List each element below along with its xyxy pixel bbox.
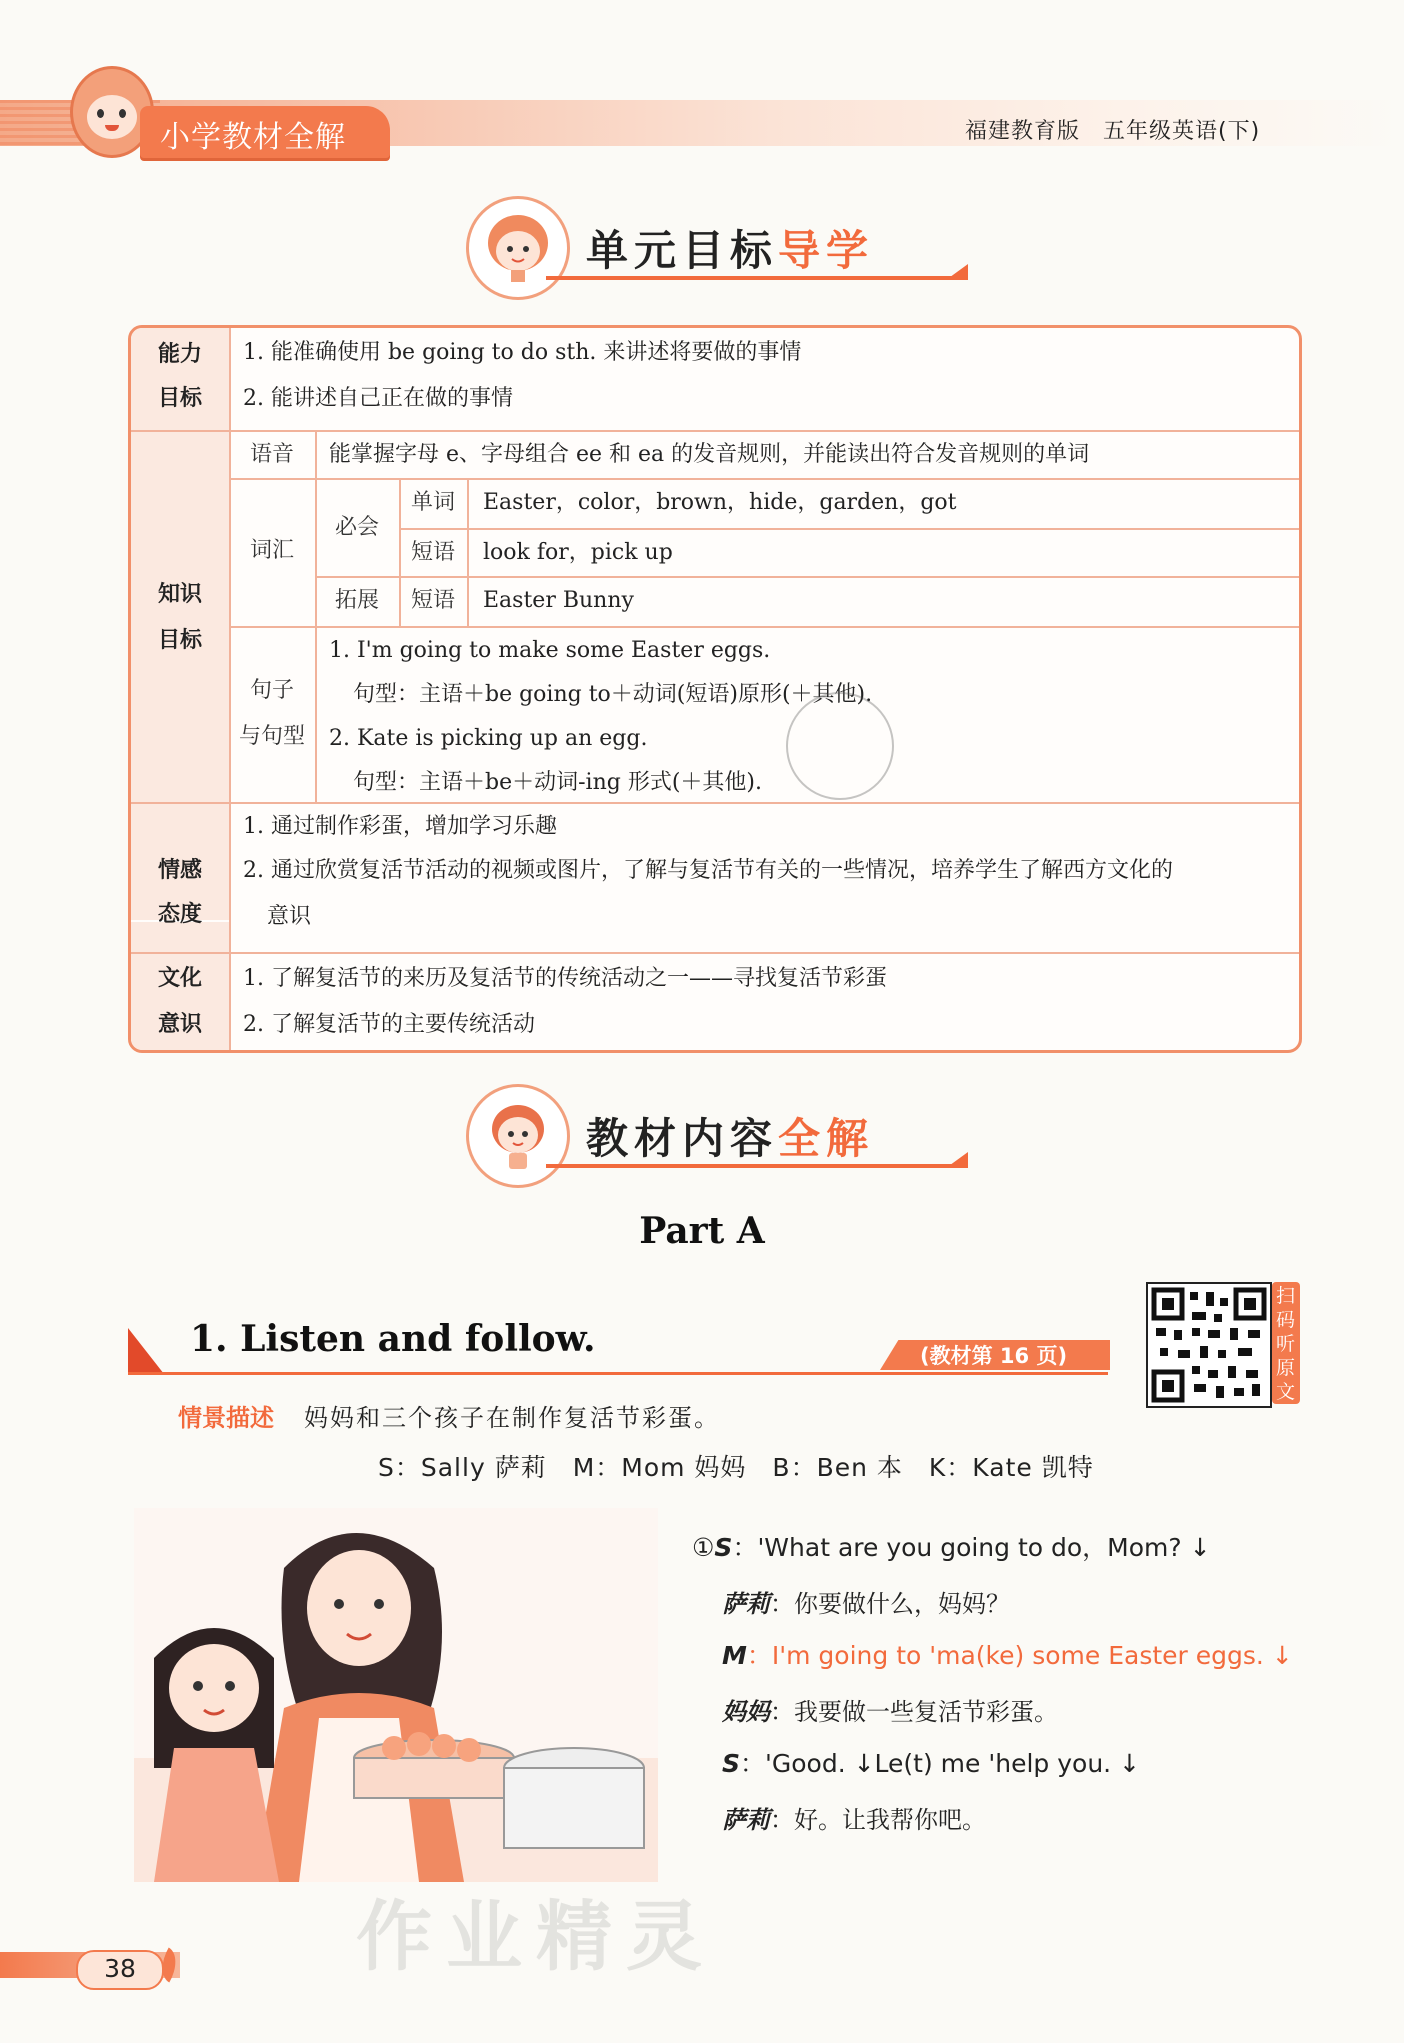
speaker: S bbox=[722, 1749, 741, 1778]
page-number: 38 bbox=[104, 1954, 136, 1983]
culture-label-2: 意识 bbox=[157, 1012, 202, 1037]
words-text: Easter，color，brown，hide，garden，got bbox=[483, 490, 957, 515]
listen-title: 1. Listen and follow. bbox=[190, 1318, 596, 1360]
ability-label: 能力 bbox=[157, 342, 202, 367]
phrases-text: look for，pick up bbox=[483, 540, 673, 565]
emotion-item-1: 1. 通过制作彩蛋，增加学习乐趣 bbox=[243, 814, 557, 839]
grid-h bbox=[131, 952, 1302, 954]
ext-phrases-text: Easter Bunny bbox=[483, 588, 634, 613]
series-title: 小学教材全解 bbox=[160, 120, 346, 155]
words-label: 单词 bbox=[410, 490, 455, 515]
sentence-label-2: 与句型 bbox=[238, 724, 305, 749]
line-text: ：'Good. ↓Le(t) me 'help you. ↓ bbox=[740, 1749, 1141, 1778]
kitchen-scene-icon bbox=[134, 1508, 658, 1882]
speaker: 妈妈 bbox=[722, 1698, 770, 1726]
phonics-text: 能掌握字母 e、字母组合 ee 和 ea 的发音规则，并能读出符合发音规则的单词 bbox=[329, 442, 1090, 467]
dialogue-line-6 bbox=[722, 1800, 986, 1835]
dialogue-line-5 bbox=[722, 1744, 1140, 1780]
emotion-item-3: 意识 bbox=[267, 904, 312, 929]
grid-v bbox=[467, 478, 469, 626]
illustration-mom-and-girl bbox=[134, 1508, 658, 1882]
dialogue-line-4 bbox=[722, 1692, 1058, 1727]
goals-table bbox=[128, 325, 1302, 1053]
speaker: 萨莉 bbox=[722, 1806, 770, 1834]
speaker: S bbox=[714, 1533, 733, 1562]
ability-item-1: 1. 能准确使用 be going to do sth. 来讲述将要做的事情 bbox=[243, 340, 802, 365]
part-title: Part A bbox=[639, 1210, 765, 1252]
qr-label: 扫码听原文 bbox=[1276, 1285, 1296, 1403]
mascot-circle bbox=[466, 1084, 570, 1188]
line-number: ① bbox=[692, 1533, 715, 1562]
line-text: ：I'm going to 'ma(ke) some Easter eggs. ↓ bbox=[746, 1641, 1293, 1670]
sentence-2: 2. Kate is picking up an egg. bbox=[329, 726, 648, 751]
knowledge-label: 知识 bbox=[157, 582, 202, 607]
section-banner-content bbox=[466, 1084, 1006, 1184]
speaker: M bbox=[722, 1641, 747, 1670]
speaker: 萨莉 bbox=[722, 1590, 770, 1618]
emotion-label-2: 态度 bbox=[157, 902, 202, 927]
section-title-plain: 单元目标 bbox=[586, 226, 779, 275]
section-title bbox=[586, 218, 874, 278]
extend-label: 拓展 bbox=[334, 588, 379, 613]
culture-label: 文化 bbox=[157, 966, 202, 991]
line-text: ：'What are you going to do，Mom? ↓ bbox=[732, 1533, 1211, 1562]
vocab-label: 词汇 bbox=[249, 538, 294, 563]
edition-label: 福建教育版 五年级英语(下) bbox=[965, 119, 1261, 144]
line-text: ：好。让我帮你吧。 bbox=[770, 1806, 986, 1834]
sentence-label: 句子 bbox=[249, 678, 294, 703]
ext-phrases-label: 短语 bbox=[410, 588, 455, 613]
section-title-highlight: 导学 bbox=[778, 226, 875, 275]
dialogue-line-1 bbox=[692, 1528, 1211, 1564]
must-label: 必会 bbox=[334, 515, 379, 540]
banner-triangle bbox=[946, 264, 968, 280]
knowledge-label-2: 目标 bbox=[157, 628, 202, 653]
phrases-label: 短语 bbox=[410, 540, 455, 565]
line-text: ：你要做什么，妈妈？ bbox=[770, 1590, 1010, 1618]
watermark: 作业精灵 bbox=[356, 1892, 716, 1981]
dialogue-line-2 bbox=[722, 1584, 1010, 1619]
ability-item-2: 2. 能讲述自己正在做的事情 bbox=[243, 386, 513, 411]
scene-label: 情景描述 bbox=[178, 1404, 274, 1432]
culture-item-2: 2. 了解复活节的主要传统活动 bbox=[243, 1012, 535, 1037]
sentence-1: 1. I'm going to make some Easter eggs. bbox=[329, 638, 771, 663]
line-text: ：我要做一些复活节彩蛋。 bbox=[770, 1698, 1058, 1726]
scene-text: 妈妈和三个孩子在制作复活节彩蛋。 bbox=[304, 1404, 720, 1432]
banner-triangle bbox=[946, 1152, 968, 1168]
page-ref: (教材第 16 页) bbox=[920, 1344, 1068, 1368]
qr-code[interactable] bbox=[1146, 1282, 1272, 1408]
sentence-pattern-2: 句型：主语＋be＋动词-ing 形式(＋其他). bbox=[353, 770, 762, 795]
mascot-circle bbox=[466, 196, 570, 300]
character-list: S：Sally 萨莉 M：Mom 妈妈 B：Ben 本 K：Kate 凯特 bbox=[378, 1453, 1094, 1482]
section-title bbox=[586, 1106, 874, 1166]
grid-v bbox=[315, 430, 317, 478]
qr-pattern-icon bbox=[1148, 1284, 1270, 1406]
ability-label-2: 目标 bbox=[157, 386, 202, 411]
emotion-item-2: 2. 通过欣赏复活节活动的视频或图片，了解与复活节有关的一些情况，培养学生了解西方文化的 bbox=[243, 858, 1173, 883]
listen-rule bbox=[128, 1372, 1108, 1375]
section-banner-goals bbox=[466, 196, 1006, 296]
section-title-highlight: 全解 bbox=[778, 1114, 875, 1163]
section-title-plain: 教材内容 bbox=[586, 1114, 779, 1163]
mascot-face-icon bbox=[485, 213, 551, 283]
section-marker-icon bbox=[128, 1328, 164, 1374]
culture-item-1: 1. 了解复活节的来历及复活节的传统活动之一——寻找复活节彩蛋 bbox=[243, 966, 887, 991]
emotion-label: 情感 bbox=[157, 858, 202, 883]
sentence-pattern-1: 句型：主语＋be going to＋动词(短语)原形(＋其他). bbox=[353, 682, 873, 707]
dialogue-line-3 bbox=[722, 1636, 1293, 1672]
phonics-label: 语音 bbox=[249, 442, 294, 467]
mascot-girl-icon bbox=[485, 1101, 551, 1171]
knowledge-cat-bg bbox=[131, 432, 229, 920]
